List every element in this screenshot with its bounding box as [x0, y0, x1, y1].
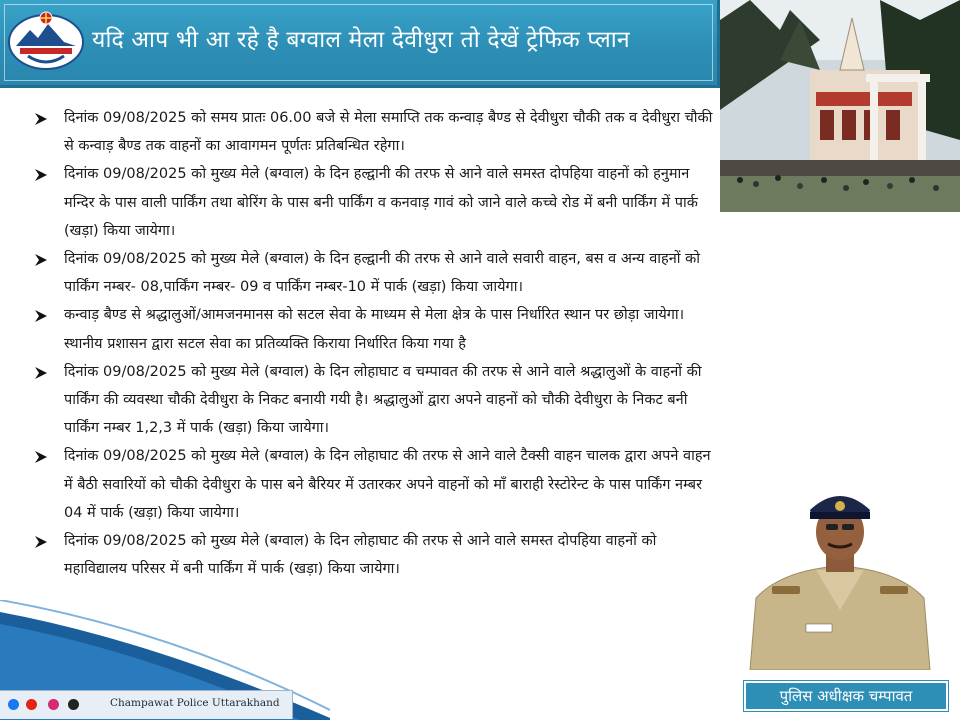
notice-text: दिनांक 09/08/2025 को मुख्य मेले (बग्वाल) के दिन लोहाघाट व चम्पावत की तरफ से आने वाले श्रद्धालुओं के वाहनों की पार्किंग की व्यवस्था चौकी देवीधुरा के निकट बनायी गयी है। श्रद्धालुओं द्वारा अपने वाहनों को चौकी देवीधुरा के निकट बनी पार्किंग नम्बर 1,2,3 में पार्क (खड़ा) किया जायेगा।	[64, 363, 702, 437]
list-item	[30, 358, 720, 443]
instagram-icon[interactable]	[48, 699, 59, 710]
youtube-icon[interactable]	[26, 699, 37, 710]
list-item	[30, 160, 720, 245]
list-item	[30, 245, 720, 301]
arrow-bullet-icon	[34, 168, 48, 182]
list-item	[30, 527, 720, 583]
officer-portrait	[742, 488, 938, 670]
uttarakhand-police-emblem-icon	[6, 8, 86, 74]
devidhura-temple-photo	[720, 0, 960, 212]
list-item	[30, 104, 720, 160]
notice-text: दिनांक 09/08/2025 को मुख्य मेले (बग्वाल) के दिन हल्द्वानी की तरफ से आने वाले समस्त दोपहिया वाहनों को हनुमान मन्दिर के पास वाली पार्किंग तथा बोरिंग के पास बनी पार्किंग व कनवाड़ गावं को जाने वाले कच्चे रोड में बनी पार्किंग में पार्क (खड़ा) किया जायेगा।	[64, 166, 698, 239]
arrow-bullet-icon	[34, 309, 48, 323]
notice-text: कन्वाड़ बैण्ड से श्रद्धालुओं/आमजनमानस को सटल सेवा के माध्यम से मेला क्षेत्र के पास निर्धारित स्थान पर छोड़ा जायेगा। स्थानीय प्रशासन द्वारा सटल सेवा का प्रतिव्यक्ति किराया निर्धारित किया गया है	[64, 307, 685, 352]
page-title: यदि आप भी आ रहे है बग्वाल मेला देवीधुरा तो देखें ट्रेफिक प्लान	[92, 27, 630, 53]
header-banner	[0, 0, 720, 88]
notice-text: दिनांक 09/08/2025 को मुख्य मेले (बग्वाल) के दिन लोहाघाट की तरफ से आने वाले समस्त दोपहिया वाहनों को महाविद्यालय परिसर में बनी पार्किंग में पार्क (खड़ा) किया जायेगा।	[64, 533, 657, 578]
list-item	[30, 301, 720, 357]
arrow-bullet-icon	[34, 366, 48, 380]
facebook-icon[interactable]	[8, 699, 19, 710]
notice-text: दिनांक 09/08/2025 को मुख्य मेले (बग्वाल) के दिन हल्द्वानी की तरफ से आने वाले सवारी वाहन, बस व अन्य वाहनों को पार्किंग नम्बर- 08,पार्किंग नम्बर- 09 व पार्किंग नम्बर-10 में पार्क (खड़ा) किया जायेगा।	[64, 251, 701, 296]
arrow-bullet-icon	[34, 112, 48, 126]
list-item	[30, 442, 720, 527]
arrow-bullet-icon	[34, 535, 48, 549]
social-footer	[0, 690, 293, 719]
arrow-bullet-icon	[34, 450, 48, 464]
officer-caption: पुलिस अधीक्षक चम्पावत	[744, 681, 948, 711]
x-icon[interactable]	[68, 699, 79, 710]
traffic-plan-list	[30, 104, 720, 583]
notice-text: दिनांक 09/08/2025 को समय प्रातः 06.00 बजे से मेला समाप्ति तक कन्वाड़ बैण्ड से देवीधुरा चौकी तक व देवीधुरा चौकी से कन्वाड़ बैण्ड तक वाहनों का आवागमन पूर्णतः प्रतिबन्धित रहेगा।	[64, 110, 713, 155]
arrow-bullet-icon	[34, 253, 48, 267]
footer-handle: Champawat Police Uttarakhand	[110, 697, 280, 709]
notice-text: दिनांक 09/08/2025 को मुख्य मेले (बग्वाल) के दिन लोहाघाट की तरफ से आने वाले टैक्सी वाहन चालक द्वारा अपने वाहन में बैठी सवारियों को चौकी देवीधुरा के पास बने बैरियर में उतारकर अपने वाहनों को माँ बाराही रेस्टोरेन्ट के पास पार्किंग नम्बर 04 में पार्क (खड़ा) किया जायेगा।	[64, 448, 711, 521]
